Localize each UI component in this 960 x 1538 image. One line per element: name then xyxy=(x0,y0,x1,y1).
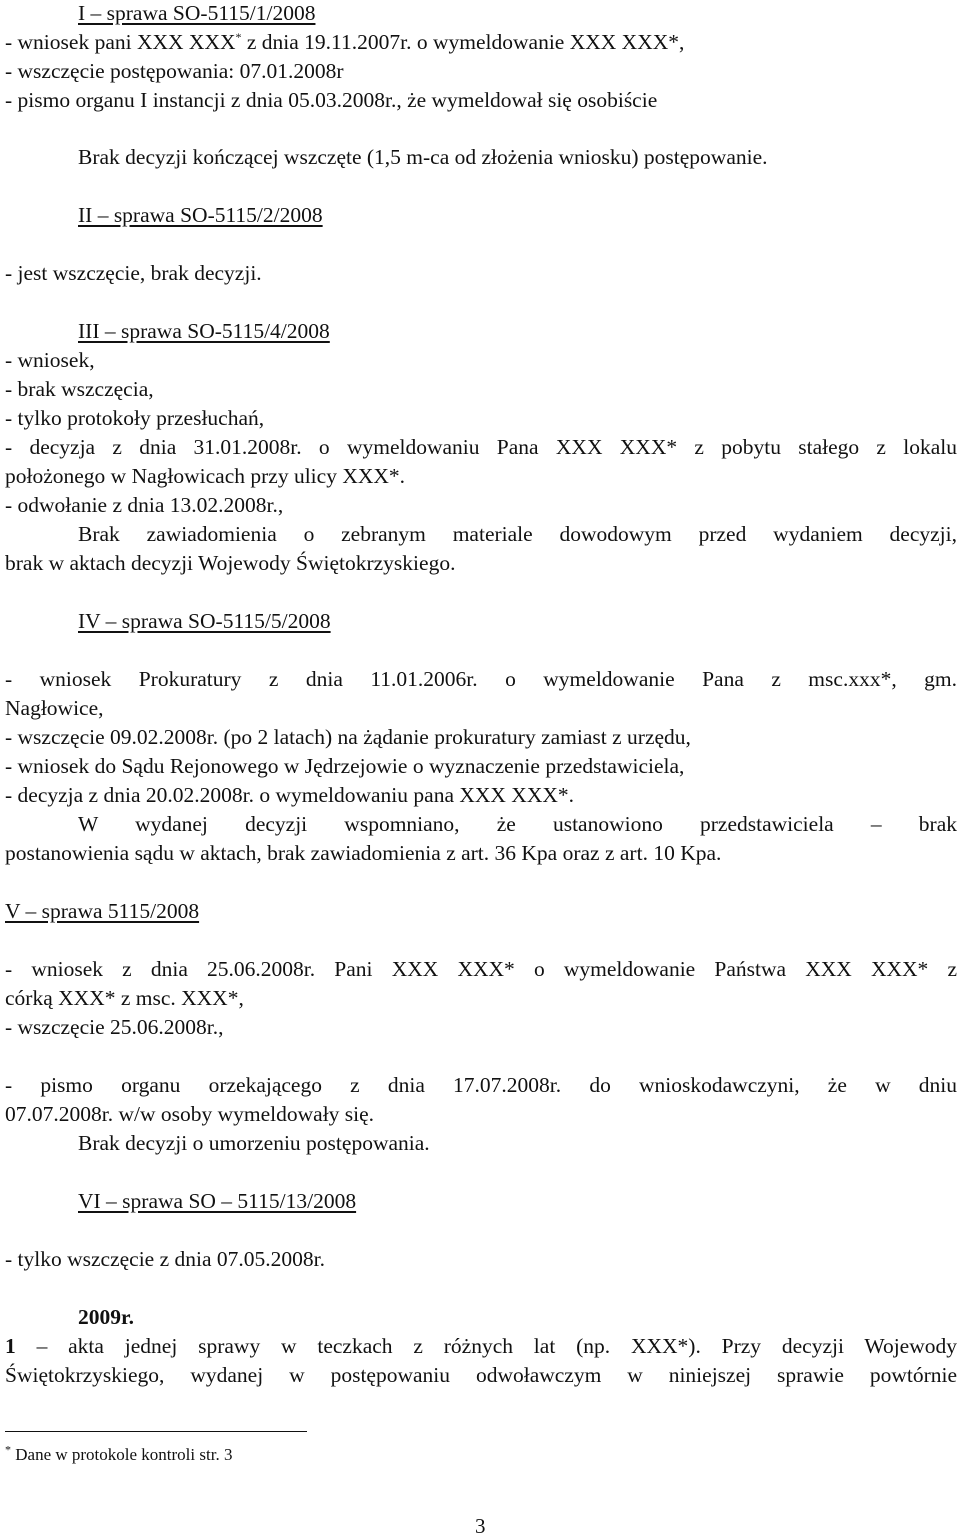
case3-line1: - wniosek, xyxy=(5,348,95,372)
case4-line2: Nagłowice, xyxy=(5,696,104,720)
case3-line5: położonego w Nagłowicach przy ulicy XXX*. xyxy=(5,464,406,488)
case5-line1: - wniosek z dnia 25.06.2008r. Pani XXX XXX* o wymeldowanie Państwa XXX XXX* z xyxy=(5,957,957,981)
item1-number: 1 xyxy=(5,1334,16,1358)
case5-line5: 07.07.2008r. w/w osoby wymeldowały się. xyxy=(5,1102,375,1126)
footnote-reference-marker: * xyxy=(235,29,242,44)
case5-remark: Brak decyzji o umorzeniu postępowania. xyxy=(78,1131,430,1155)
case1-line1 xyxy=(5,29,957,55)
case5-line2: córką XXX* z msc. XXX*, xyxy=(5,986,244,1010)
footnote-marker: * xyxy=(5,1442,11,1457)
case2-heading: II – sprawa SO-5115/2/2008 xyxy=(78,203,323,227)
case1-heading: I – sprawa SO-5115/1/2008 xyxy=(78,1,316,25)
case5-line3: - wszczęcie 25.06.2008r., xyxy=(5,1015,224,1039)
case3-remark-line2: brak w aktach decyzji Wojewody Świętokrzyskiego. xyxy=(5,551,456,575)
case4-line4: - wniosek do Sądu Rejonowego w Jędrzejowie o wyznaczenie przedstawiciela, xyxy=(5,754,685,778)
case1-remark: Brak decyzji kończącej wszczęte (1,5 m-ca od złożenia wniosku) postępowanie. xyxy=(78,145,768,169)
case2-line1: - jest wszczęcie, brak decyzji. xyxy=(5,261,262,285)
item1-line1 xyxy=(5,1333,957,1359)
item1-line2: Świętokrzyskiego, wydanej w postępowaniu odwoławczym w niniejszej sprawie powtórnie xyxy=(5,1363,957,1387)
case1-line2: - wszczęcie postępowania: 07.01.2008r xyxy=(5,59,344,83)
case3-line4: - decyzja z dnia 31.01.2008r. o wymeldowaniu Pana XXX XXX* z pobytu stałego z lokalu xyxy=(5,435,957,459)
footnote-text: Dane w protokole kontroli str. 3 xyxy=(11,1445,233,1464)
case6-heading: VI – sprawa SO – 5115/13/2008 xyxy=(78,1189,357,1213)
case4-line1: - wniosek Prokuratury z dnia 11.01.2006r. o wymeldowanie Pana z msc.xxx*, gm. xyxy=(5,667,957,691)
case1-line1-text-a: - wniosek pani XXX XXX xyxy=(5,30,236,54)
year-heading: 2009r. xyxy=(78,1305,134,1329)
case5-line4: - pismo organu orzekającego z dnia 17.07.2008r. do wnioskodawczyni, że w dniu xyxy=(5,1073,957,1097)
case4-line5: - decyzja z dnia 20.02.2008r. o wymeldowaniu pana XXX XXX*. xyxy=(5,783,575,807)
case4-line3: - wszczęcie 09.02.2008r. (po 2 latach) na żądanie prokuratury zamiast z urzędu, xyxy=(5,725,691,749)
case6-line1: - tylko wszczęcie z dnia 07.05.2008r. xyxy=(5,1247,326,1271)
case3-remark-line1: Brak zawiadomienia o zebranym materiale dowodowym przed wydaniem decyzji, xyxy=(78,522,957,546)
case3-line3: - tylko protokoły przesłuchań, xyxy=(5,406,265,430)
footnote xyxy=(5,1444,232,1466)
footnote-separator xyxy=(5,1431,307,1432)
item1-text-line1: – akta jednej sprawy w teczkach z różnych lat (np. XXX*). Przy decyzji Wojewody xyxy=(15,1334,957,1358)
case3-line6: - odwołanie z dnia 13.02.2008r., xyxy=(5,493,284,517)
case4-heading: IV – sprawa SO-5115/5/2008 xyxy=(78,609,331,633)
case4-remark-line2: postanowienia sądu w aktach, brak zawiadomienia z art. 36 Kpa oraz z art. 10 Kpa. xyxy=(5,841,722,865)
case5-heading: V – sprawa 5115/2008 xyxy=(5,899,200,923)
case4-remark-line1: W wydanej decyzji wspomniano, że ustanowiono przedstawiciela – brak xyxy=(78,812,957,836)
case1-line1-text-b: z dnia 19.11.2007r. o wymeldowanie XXX XXX*, xyxy=(241,30,685,54)
page-number: 3 xyxy=(475,1514,486,1538)
case3-line2: - brak wszczęcia, xyxy=(5,377,154,401)
case1-line3: - pismo organu I instancji z dnia 05.03.2008r., że wymeldował się osobiście xyxy=(5,88,658,112)
case3-heading: III – sprawa SO-5115/4/2008 xyxy=(78,319,330,343)
